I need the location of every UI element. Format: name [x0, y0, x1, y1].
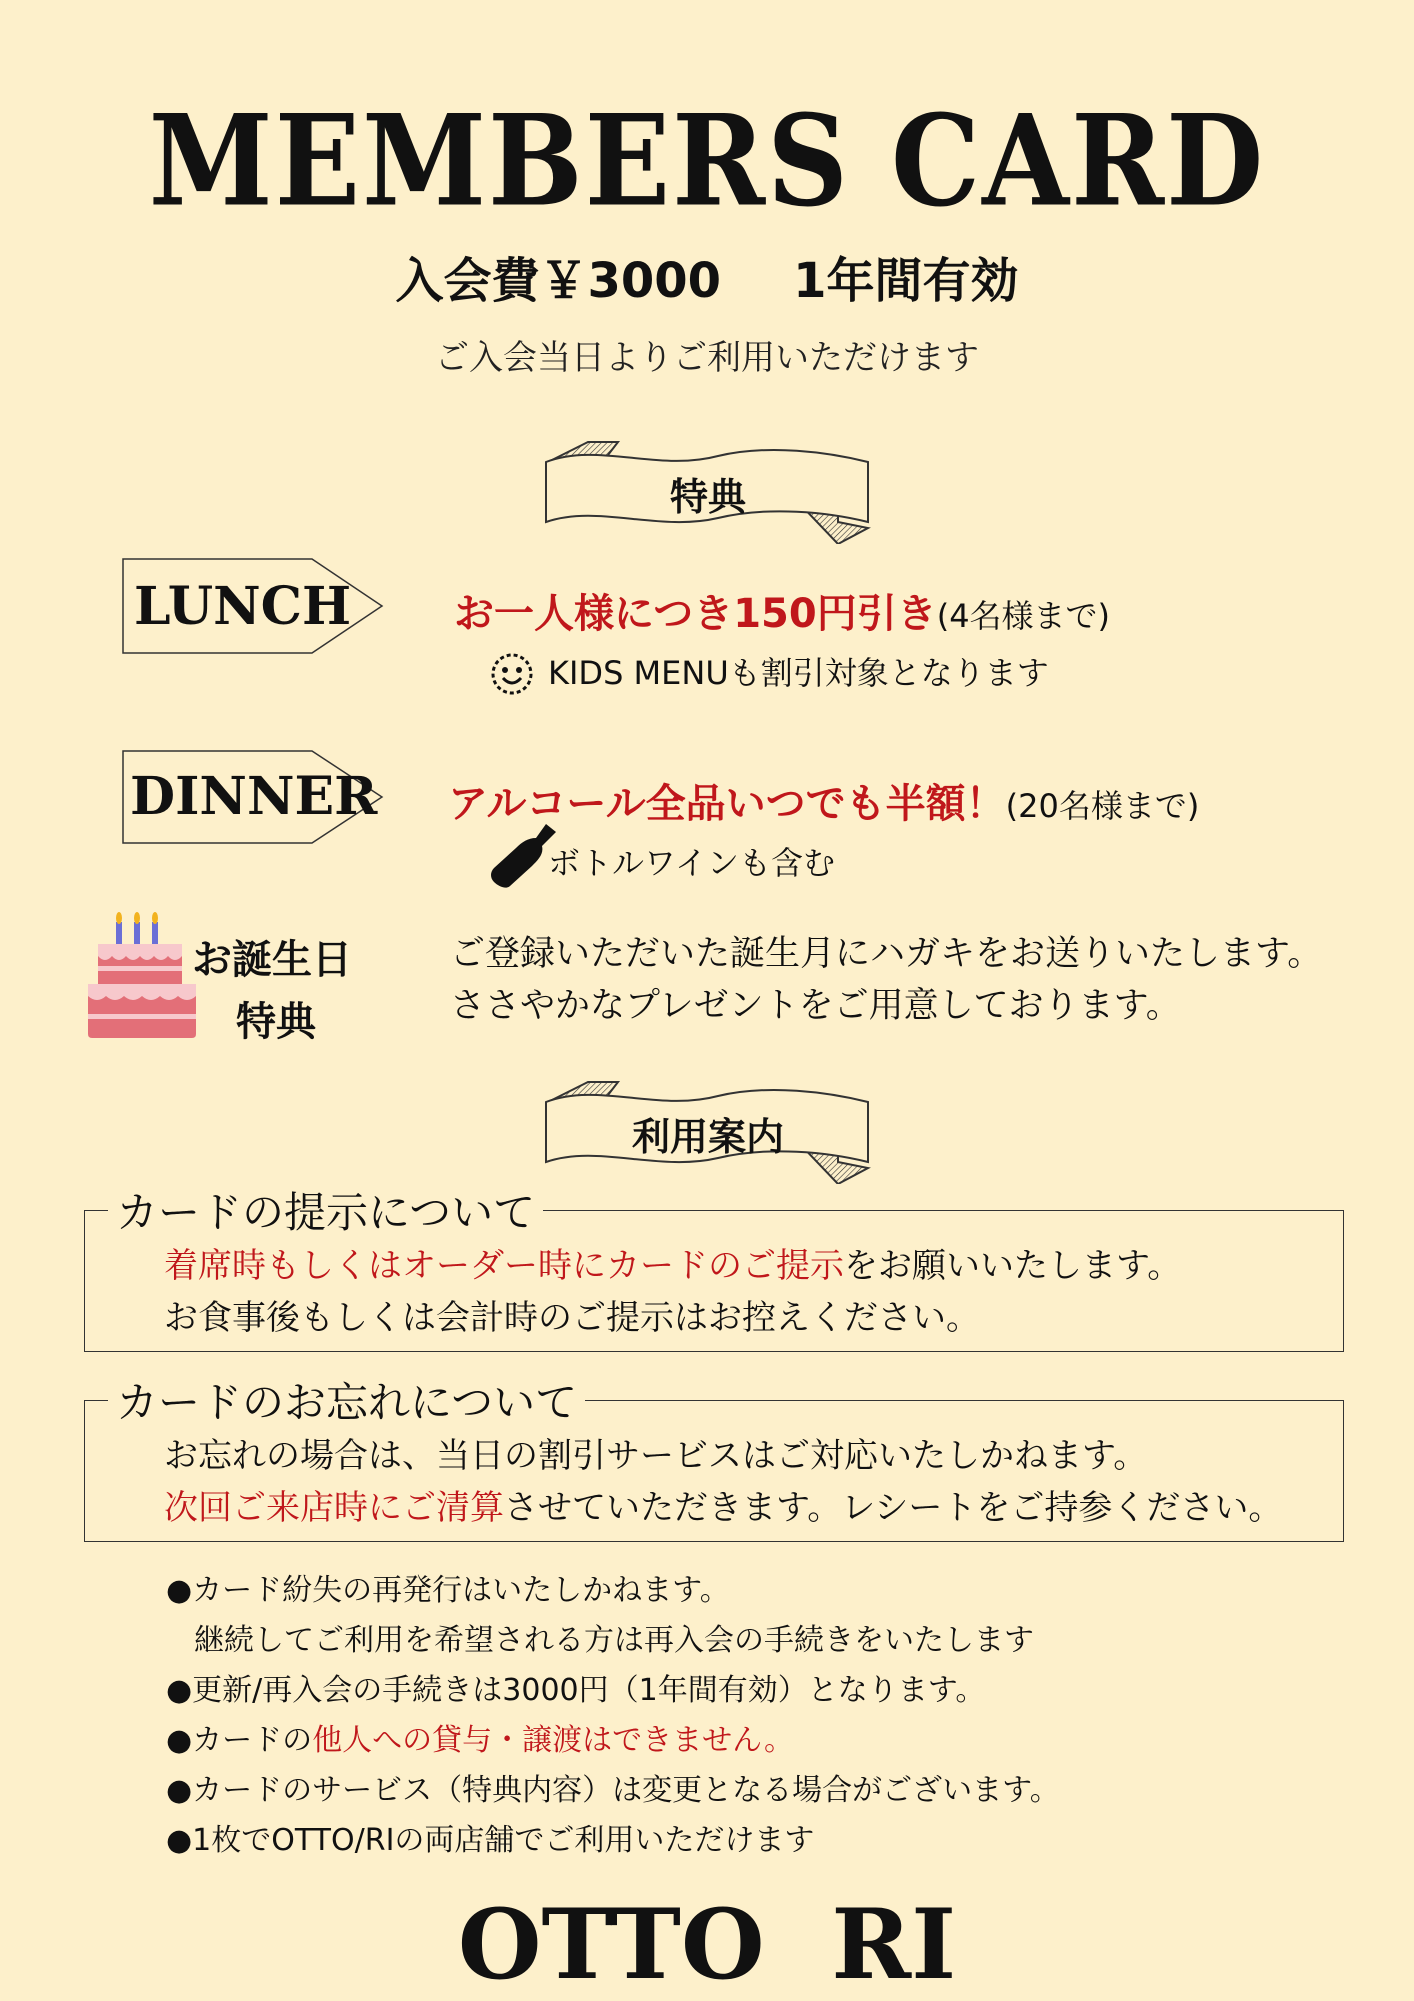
note-item: ●カード紛失の再発行はいたしかねます。	[166, 1573, 730, 1608]
card-present-body	[164, 1240, 1181, 1344]
dinner-headline: アルコール全品いつでも半額！	[448, 781, 1006, 827]
fee-note: ご入会当日よりご利用いただけます	[435, 338, 979, 378]
ribbon-guide-label: 利用案内	[631, 1115, 784, 1159]
ribbon-perks-label: 特典	[669, 475, 746, 519]
notes-list	[166, 1566, 1060, 1866]
note-item: ●更新/再入会の手続きは3000円（1年間有効）となります。	[166, 1673, 986, 1708]
lunch-kids-note: KIDS MENUも割引対象となります	[548, 654, 1049, 692]
card-forgot-title: カードのお忘れについて	[108, 1370, 585, 1430]
note-item-prefix: ●カードの	[166, 1723, 313, 1758]
dinner-limit: (20名様まで)	[1005, 787, 1200, 825]
fee-line	[0, 242, 1414, 311]
forgot-line1: お忘れの場合は、当日の割引サービスはご対応いたしかねます。	[164, 1436, 1148, 1476]
birthday-label-line2: 特典	[236, 999, 316, 1045]
lunch-headline: お一人様につき150円引き	[454, 591, 937, 637]
dinner-offer	[448, 772, 1199, 829]
birthday-text-line1: ご登録いただいた誕生月にハガキをお送りいたします。	[450, 934, 1323, 974]
present-line1-rest: をお願いいたします。	[844, 1246, 1182, 1286]
birthday-text	[450, 928, 1322, 1032]
present-highlight: 着席時もしくはオーダー時にカードのご提示	[164, 1246, 844, 1286]
forgot-highlight: 次回ご来店時にご清算	[164, 1488, 504, 1528]
note-item	[166, 1716, 1060, 1766]
birthday-text-line2: ささやかなプレゼントをご用意しております。	[450, 986, 1181, 1026]
forgot-line2-rest: させていただきます。レシートをご持参ください。	[504, 1488, 1283, 1528]
note-item: ●カードのサービス（特典内容）は変更となる場合がございます。	[166, 1773, 1060, 1808]
smiley-face-icon	[488, 648, 536, 696]
lunch-label: LUNCH	[134, 576, 352, 637]
dinner-label: DINNER	[130, 766, 378, 827]
fee-amount: 入会費￥3000	[395, 253, 722, 309]
birthday-cake-icon	[84, 910, 200, 1040]
card-present-title: カードの提示について	[108, 1180, 543, 1240]
note-item: ●1枚でOTTO/RIの両店舗でご利用いただけます	[166, 1823, 815, 1858]
note-item-highlight: 他人への貸与・譲渡はできません。	[312, 1723, 794, 1758]
fee-validity: 1年間有効	[793, 253, 1019, 309]
note-item-continued: 継続してご利用を希望される方は再入会の手続きをいたします	[194, 1623, 1034, 1658]
lunch-limit: (4名様まで)	[936, 597, 1111, 635]
birthday-label-line1: お誕生日	[192, 937, 352, 983]
dinner-wine-note: ボトルワインも含む	[548, 844, 836, 882]
card-forgot-body	[164, 1430, 1282, 1534]
page-title: MEMBERS CARD	[148, 88, 1266, 235]
lunch-offer	[454, 582, 1110, 639]
brand-footer: OTTO RI	[457, 1888, 957, 2001]
present-line2: お食事後もしくは会計時のご提示はお控えください。	[164, 1298, 980, 1338]
